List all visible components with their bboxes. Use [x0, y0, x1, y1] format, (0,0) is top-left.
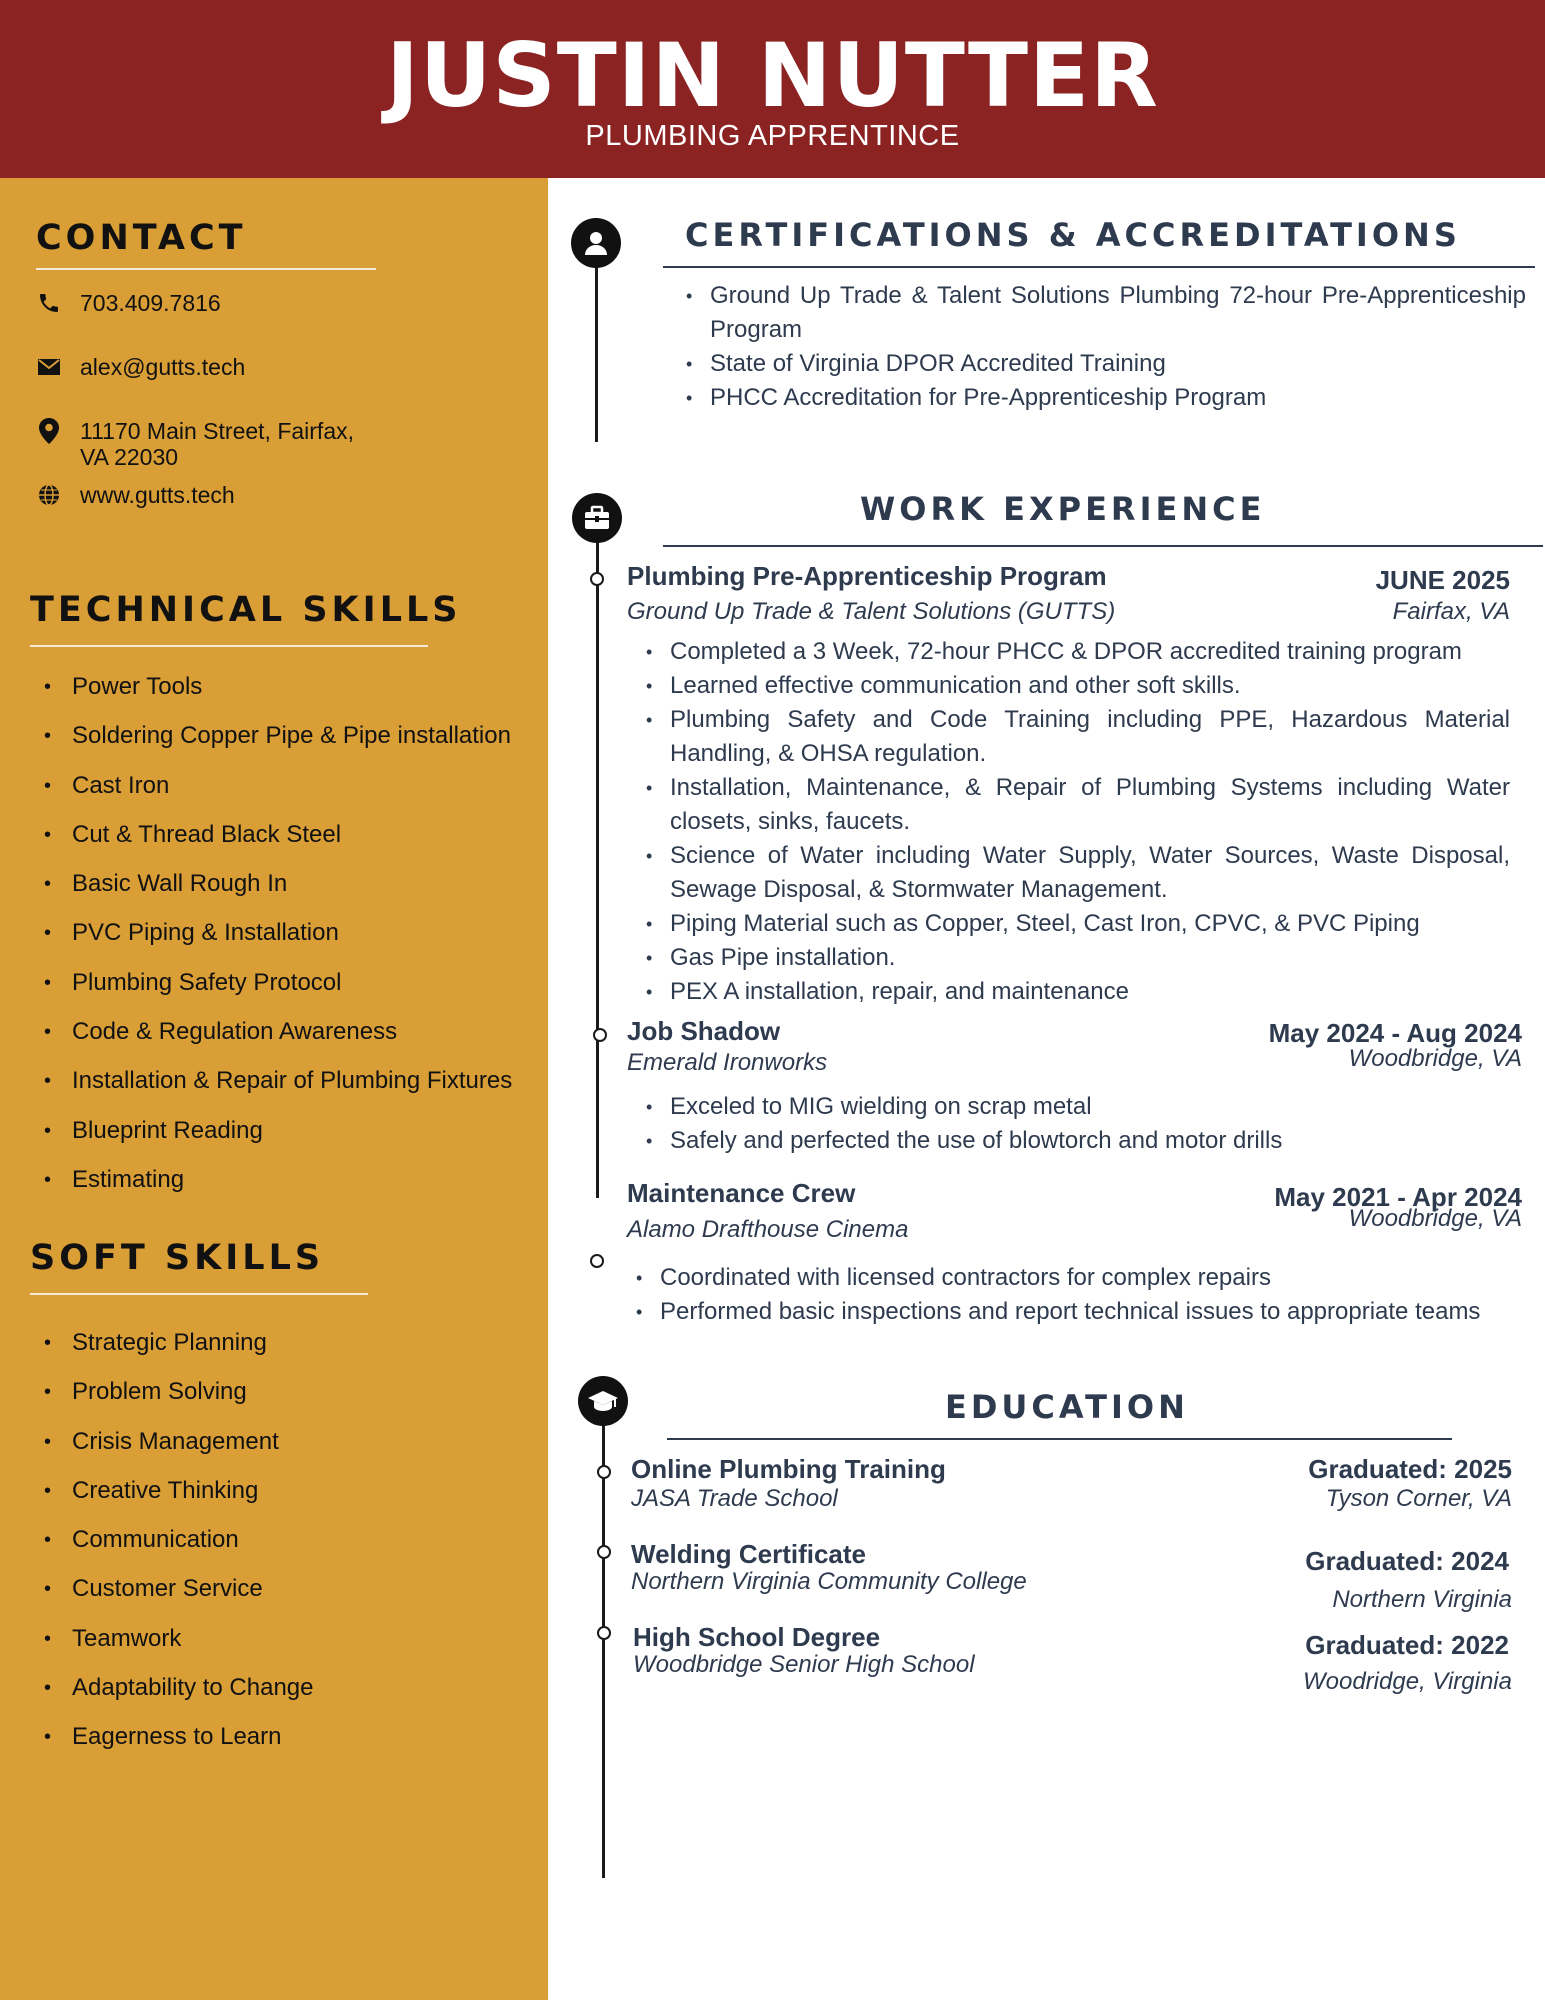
soft-skills-divider — [30, 1293, 368, 1295]
job-bullet-item: • Performed basic inspections and report technical issues to appropriate teams — [628, 1295, 1500, 1329]
person-icon — [571, 218, 621, 268]
timeline-dot — [590, 1254, 604, 1268]
education-degree: Welding Certificate — [631, 1539, 867, 1569]
job-organization: Emerald Ironworks — [627, 1049, 828, 1076]
candidate-role: PLUMBING APPRENTINCE — [585, 120, 960, 152]
job-location: Woodbridge, VA — [1348, 1205, 1522, 1232]
job-date: May 2024 - Aug 2024 — [1268, 1018, 1522, 1048]
education-location: Tyson Corner, VA — [1325, 1485, 1512, 1512]
education-degree: Online Plumbing Training — [631, 1454, 946, 1484]
job-organization: Ground Up Trade & Talent Solutions (GUTTS) — [627, 598, 1116, 625]
job-title: Plumbing Pre-Apprenticeship Program — [627, 561, 1107, 591]
soft-skills-heading: SOFT SKILLS — [30, 1238, 325, 1278]
work-experience-divider — [663, 545, 1543, 547]
technical-skill-item: • PVC Piping & Installation — [40, 919, 512, 968]
technical-skill-item: • Cut & Thread Black Steel — [40, 821, 512, 870]
job-bullet-item: • Gas Pipe installation. — [638, 941, 1510, 975]
job-bullet-item: • Coordinated with licensed contractors for complex repairs — [628, 1261, 1500, 1295]
certifications-divider — [663, 266, 1535, 268]
certifications-heading: CERTIFICATIONS & ACCREDITATIONS — [685, 216, 1461, 254]
certification-item: • State of Virginia DPOR Accredited Training — [678, 347, 1526, 381]
globe-icon — [36, 482, 62, 508]
job-title: Job Shadow — [627, 1016, 781, 1046]
technical-skill-item: • Power Tools — [40, 673, 512, 722]
graduation-cap-icon — [578, 1376, 628, 1426]
technical-skills-divider — [30, 645, 428, 647]
job-date: JUNE 2025 — [1375, 565, 1510, 595]
education-degree: High School Degree — [633, 1622, 881, 1652]
technical-skill-item: • Soldering Copper Pipe & Pipe installation — [40, 722, 512, 771]
job-title: Maintenance Crew — [627, 1178, 856, 1208]
job-organization: Alamo Drafthouse Cinema — [627, 1216, 909, 1243]
job-bullet-item: • Science of Water including Water Supply, Water Sources, Waste Disposal, Sewage Disposal, & Stormwater Management. — [638, 839, 1510, 907]
job-bullet-item: • Plumbing Safety and Code Training including PPE, Hazardous Material Handling, & OHSA regulation. — [638, 703, 1510, 771]
job-bullets — [638, 1090, 1510, 1158]
job-bullet-item: • Piping Material such as Copper, Steel, Cast Iron, CPVC, & PVC Piping — [638, 907, 1510, 941]
address-line-1: 11170 Main Street, Fairfax, — [80, 418, 355, 444]
address-line-2: VA 22030 — [80, 444, 179, 470]
education-date: Graduated: 2025 — [1308, 1454, 1512, 1484]
education-date: Graduated: 2022 — [1305, 1630, 1509, 1660]
email-address: alex@gutts.tech — [80, 354, 246, 380]
timeline-dot — [597, 1545, 611, 1559]
job-bullet-item: • Learned effective communication and other soft skills. — [638, 669, 1510, 703]
work-experience-heading: WORK EXPERIENCE — [860, 490, 1266, 528]
technical-skill-item: • Estimating — [40, 1166, 512, 1215]
timeline-dot — [597, 1626, 611, 1640]
job-date: May 2021 - Apr 2024 — [1274, 1182, 1522, 1212]
soft-skill-item: • Adaptability to Change — [40, 1674, 314, 1723]
job-bullet-item: • Safely and perfected the use of blowtorch and motor drills — [638, 1124, 1510, 1158]
contact-website[interactable] — [36, 482, 235, 508]
job-location: Fairfax, VA — [1392, 598, 1510, 625]
briefcase-icon — [572, 493, 622, 543]
technical-skills-list — [40, 673, 512, 1215]
soft-skill-item: • Strategic Planning — [40, 1329, 314, 1378]
job-bullets — [638, 635, 1510, 1009]
education-school: Northern Virginia Community College — [631, 1568, 1027, 1595]
contact-heading: CONTACT — [36, 218, 247, 258]
soft-skill-item: • Teamwork — [40, 1625, 314, 1674]
technical-skill-item: • Code & Regulation Awareness — [40, 1018, 512, 1067]
education-location: Woodridge, Virginia — [1302, 1668, 1512, 1695]
contact-email[interactable] — [36, 354, 245, 380]
education-location: Northern Virginia — [1332, 1586, 1512, 1613]
soft-skill-item: • Creative Thinking — [40, 1477, 314, 1526]
location-pin-icon — [36, 418, 62, 444]
timeline-dot — [593, 1028, 607, 1042]
technical-skill-item: • Plumbing Safety Protocol — [40, 969, 512, 1018]
contact-address — [36, 418, 354, 470]
education-heading: EDUCATION — [945, 1388, 1189, 1426]
education-date: Graduated: 2024 — [1305, 1546, 1509, 1576]
soft-skill-item: • Problem Solving — [40, 1378, 314, 1427]
soft-skill-item: • Communication — [40, 1526, 314, 1575]
phone-number: 703.409.7816 — [80, 290, 221, 316]
website-url: www.gutts.tech — [80, 482, 235, 508]
soft-skills-list — [40, 1329, 314, 1773]
job-bullet-item: • Exceled to MIG wielding on scrap metal — [638, 1090, 1510, 1124]
soft-skill-item: • Customer Service — [40, 1575, 314, 1624]
contact-divider — [36, 268, 376, 270]
header-banner — [0, 0, 1545, 178]
job-bullet-item: • PEX A installation, repair, and maintenance — [638, 975, 1510, 1009]
timeline-line-education — [602, 1413, 605, 1878]
candidate-name: JUSTIN NUTTER — [386, 24, 1159, 127]
job-bullets — [628, 1261, 1500, 1329]
sidebar — [0, 178, 548, 2000]
job-bullet-item: • Installation, Maintenance, & Repair of Plumbing Systems including Water closets, sinks, faucets. — [638, 771, 1510, 839]
soft-skill-item: • Crisis Management — [40, 1428, 314, 1477]
technical-skill-item: • Blueprint Reading — [40, 1117, 512, 1166]
technical-skills-heading: TECHNICAL SKILLS — [30, 590, 462, 630]
certifications-list — [678, 279, 1526, 415]
job-bullet-item: • Completed a 3 Week, 72-hour PHCC & DPOR accredited training program — [638, 635, 1510, 669]
education-divider — [667, 1438, 1452, 1440]
technical-skill-item: • Installation & Repair of Plumbing Fixtures — [40, 1067, 512, 1116]
timeline-dot — [597, 1465, 611, 1479]
technical-skill-item: • Basic Wall Rough In — [40, 870, 512, 919]
timeline-dot — [590, 572, 604, 586]
soft-skill-item: • Eagerness to Learn — [40, 1723, 314, 1772]
mail-icon — [36, 354, 62, 380]
certification-item: • PHCC Accreditation for Pre-Apprenticeship Program — [678, 381, 1526, 415]
job-location: Woodbridge, VA — [1348, 1045, 1522, 1072]
main-content — [548, 178, 1545, 2000]
timeline-line-work — [596, 513, 599, 1198]
education-school: Woodbridge Senior High School — [633, 1651, 975, 1678]
certification-item: • Ground Up Trade & Talent Solutions Plumbing 72-hour Pre-Apprenticeship Program — [678, 279, 1526, 347]
contact-phone[interactable] — [36, 290, 221, 316]
education-school: JASA Trade School — [631, 1485, 838, 1512]
phone-icon — [36, 290, 62, 316]
technical-skill-item: • Cast Iron — [40, 772, 512, 821]
